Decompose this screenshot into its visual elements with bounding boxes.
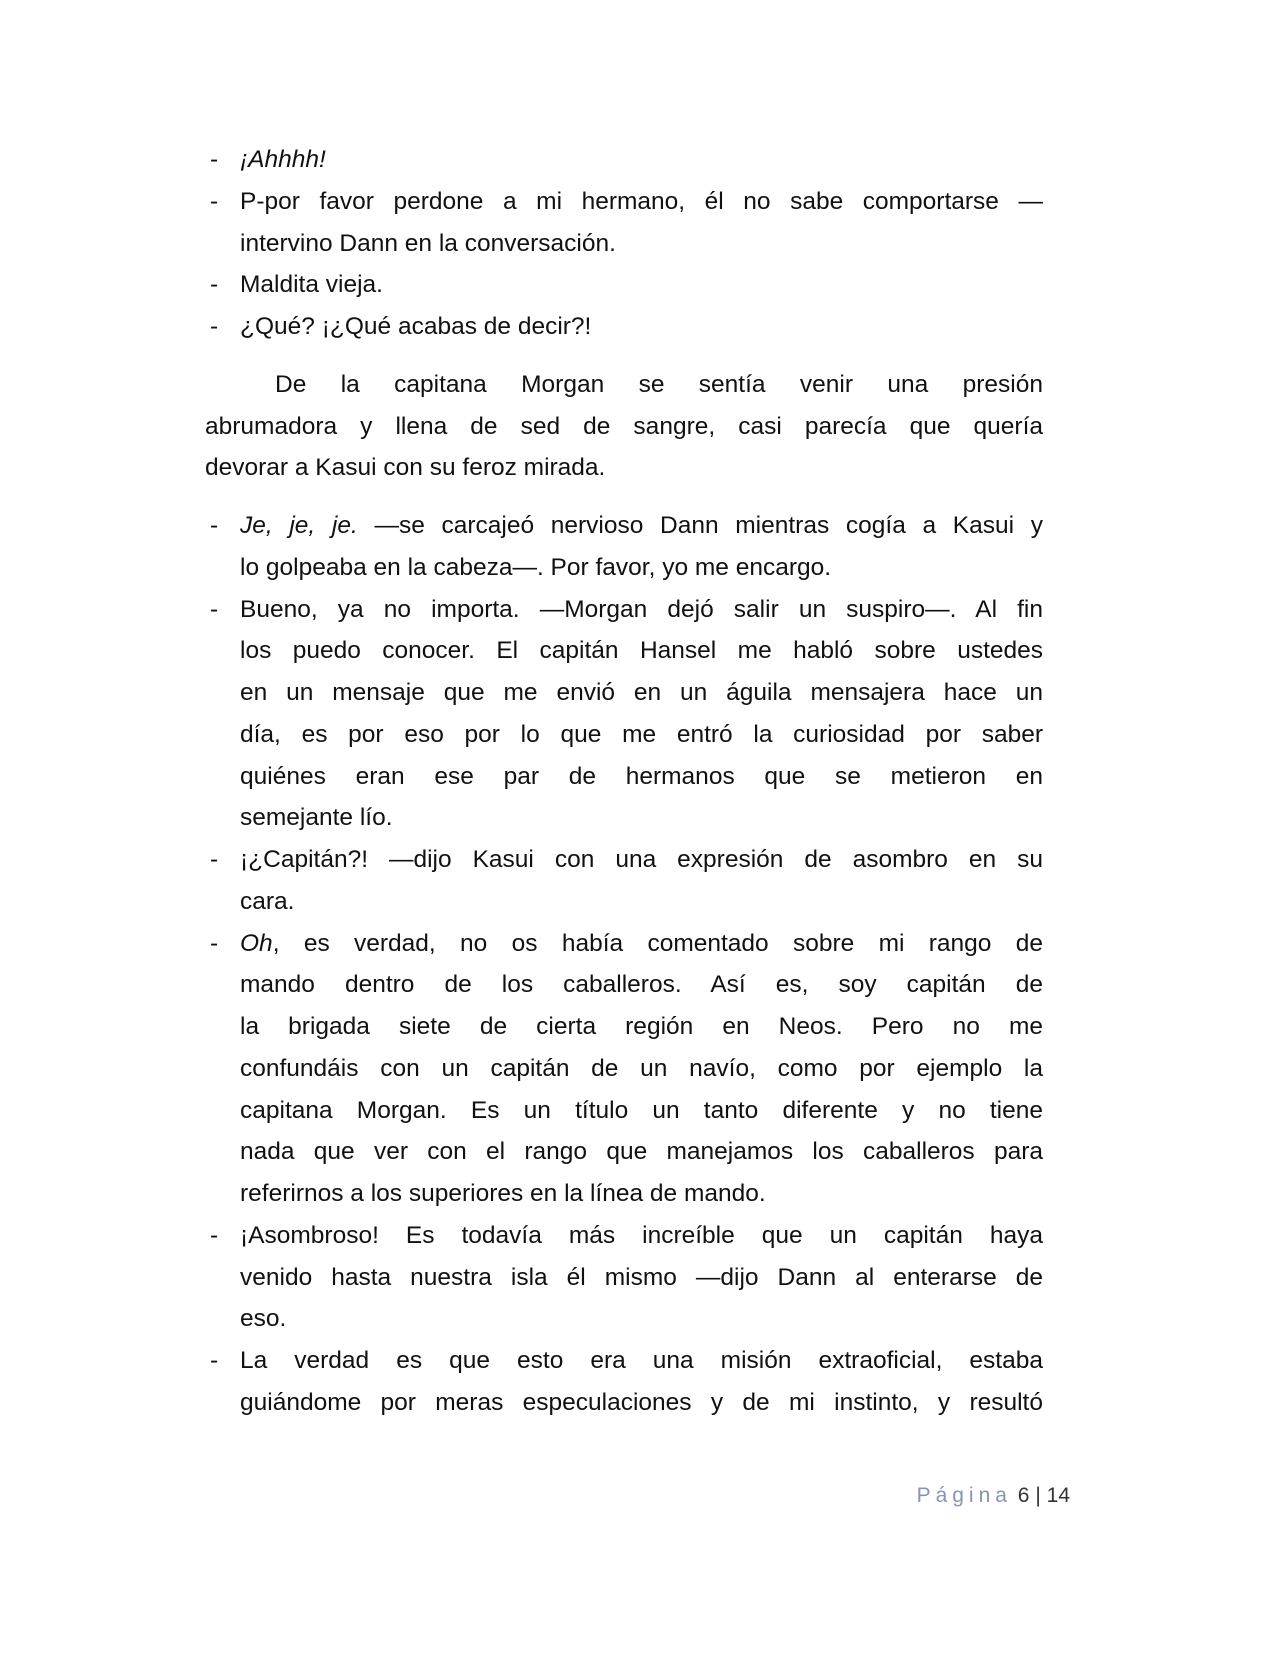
- line-text: , es verdad, no os había comentado sobre mi rango de: [272, 929, 1043, 957]
- dialog-line: [240, 1340, 1043, 1382]
- dialog-dash: -: [210, 1221, 219, 1249]
- italic-text: Oh: [240, 929, 273, 957]
- dialog-line: [240, 1215, 1043, 1257]
- dialog-line: [240, 306, 1043, 348]
- dialog-line: [240, 1131, 1043, 1173]
- italic-text: ¡Ahhhh!: [240, 146, 326, 173]
- page-number: 6: [1017, 1484, 1030, 1507]
- dialog-dash: -: [210, 512, 219, 539]
- line-text: cara.: [240, 887, 295, 915]
- dialog-dash: -: [210, 271, 219, 299]
- dialog-line: [240, 630, 1043, 672]
- dialog-dash: -: [210, 595, 219, 623]
- dialog-line: [240, 589, 1043, 631]
- line-text: confundáis con un capitán de un navío, como por ejemplo la: [240, 1054, 1043, 1082]
- line-text: ¡¿Capitán?! —dijo Kasui con una expresión de asombro en su: [240, 846, 1043, 873]
- line-text: intervino Dann en la conversación.: [240, 229, 616, 257]
- line-text: abrumadora y llena de sed de sangre, casi parecía que quería: [205, 412, 1043, 440]
- dialog-line: [240, 264, 1043, 306]
- line-text: nada que ver con el rango que manejamos los caballeros para: [240, 1138, 1043, 1166]
- dialog-dash: -: [210, 1347, 219, 1374]
- dialog-line: [240, 1257, 1043, 1299]
- line-text: los puedo conocer. El capitán Hansel me habló sobre ustedes: [240, 637, 1043, 665]
- dialog-dash: -: [210, 929, 219, 957]
- dialog-dash: -: [210, 846, 219, 873]
- line-text: La verdad es que esto era una misión extraoficial, estaba: [240, 1347, 1043, 1374]
- line-text: la brigada siete de cierta región en Neos. Pero no me: [240, 1013, 1043, 1040]
- dialog-line: [240, 1006, 1043, 1048]
- italic-text: Je, je, je.: [240, 512, 358, 539]
- line-text: Bueno, ya no importa. —Morgan dejó salir un suspiro—. Al fin: [240, 595, 1043, 623]
- line-text: capitana Morgan. Es un título un tanto diferente y no tiene: [240, 1096, 1043, 1124]
- line-text: eso.: [240, 1305, 287, 1333]
- line-text: venido hasta nuestra isla él mismo —dijo Dann al enterarse de: [240, 1263, 1043, 1291]
- dialog-line: [240, 1090, 1043, 1132]
- page-total: 14: [1046, 1484, 1070, 1507]
- dialog-dash: -: [210, 146, 219, 173]
- line-text: mando dentro de los caballeros. Así es, soy capitán de: [240, 971, 1043, 999]
- line-text: Maldita vieja.: [240, 271, 383, 299]
- dialog-line: [240, 964, 1043, 1006]
- line-text: guiándome por meras especulaciones y de mi instinto, y resultó: [240, 1388, 1043, 1416]
- line-text: —se carcajeó nervioso Dann mientras cogía a Kasui y: [357, 512, 1043, 539]
- dialog-line: [240, 505, 1043, 547]
- paragraph-line: [205, 406, 1043, 448]
- page-footer: [880, 1484, 1070, 1508]
- dialog-line: [240, 756, 1043, 798]
- dialog-line: [240, 1382, 1043, 1424]
- line-text: en un mensaje que me envió en un águila mensajera hace un: [240, 679, 1043, 706]
- page-label: Página: [916, 1484, 1012, 1507]
- page-separator: |: [1035, 1484, 1041, 1507]
- dialog-line: [240, 797, 1043, 839]
- paragraph-line: [275, 364, 1043, 406]
- dialog-line: [240, 839, 1043, 881]
- dialog-line: [240, 139, 1043, 181]
- dialog-line: [240, 1298, 1043, 1340]
- dialog-line: [240, 714, 1043, 756]
- dialog-line: [240, 923, 1043, 965]
- line-text: día, es por eso por lo que me entró la curiosidad por saber: [240, 720, 1043, 748]
- paragraph-line: [205, 447, 1043, 489]
- dialog-line: [240, 672, 1043, 714]
- line-text: semejante lío.: [240, 804, 393, 832]
- line-text: lo golpeaba en la cabeza—. Por favor, yo me encargo.: [240, 553, 832, 581]
- line-text: quiénes eran ese par de hermanos que se metieron en: [240, 762, 1043, 790]
- dialog-line: [240, 223, 1043, 265]
- line-text: devorar a Kasui con su feroz mirada.: [205, 454, 606, 482]
- dialog-line: [240, 181, 1043, 223]
- dialog-line: [240, 1048, 1043, 1090]
- line-text: referirnos a los superiores en la línea de mando.: [240, 1180, 766, 1207]
- dialog-line: [240, 1173, 1043, 1215]
- dialog-line: [240, 881, 1043, 923]
- line-text: De la capitana Morgan se sentía venir una presión: [275, 370, 1043, 398]
- dialog-dash: -: [210, 313, 219, 340]
- dialog-dash: -: [210, 187, 219, 215]
- dialog-line: [240, 547, 1043, 589]
- line-text: P-por favor perdone a mi hermano, él no sabe comportarse —: [240, 187, 1043, 215]
- line-text: ¿Qué? ¡¿Qué acabas de decir?!: [240, 313, 592, 340]
- line-text: ¡Asombroso! Es todavía más increíble que un capitán haya: [240, 1221, 1043, 1249]
